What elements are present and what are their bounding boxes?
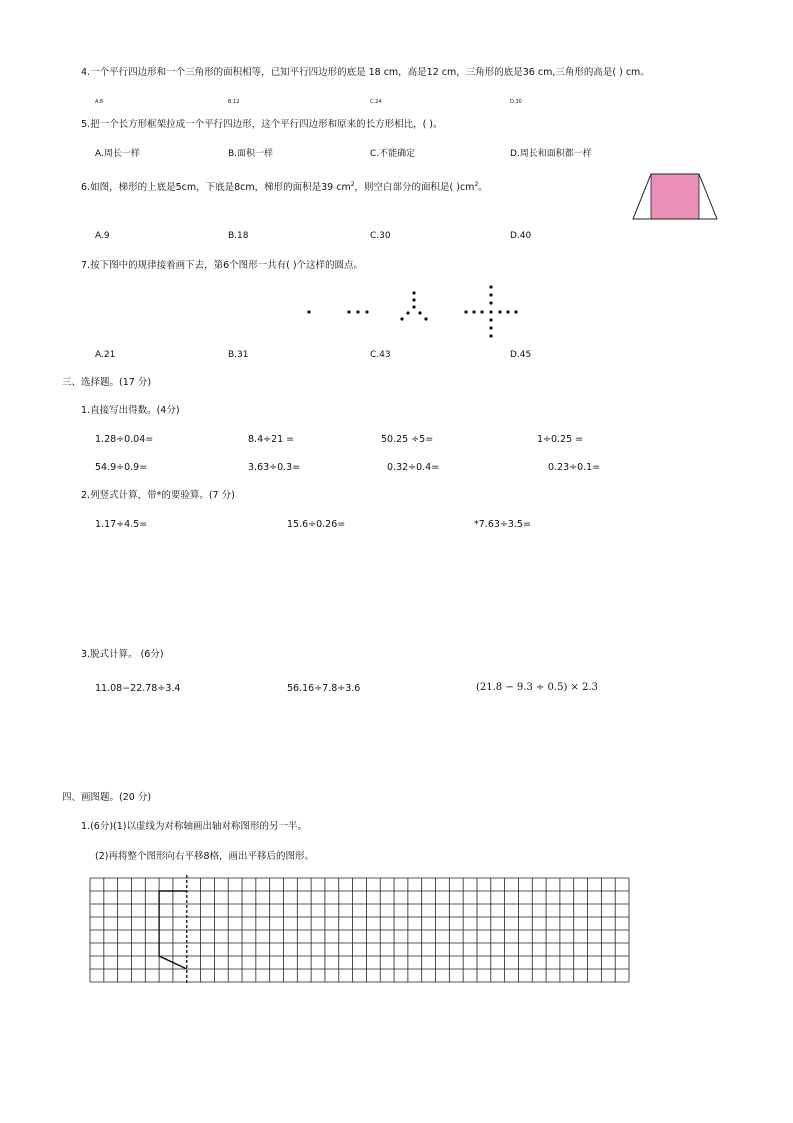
section4-title: 四、画图题。(20 分) <box>62 792 152 803</box>
calc-1-4: 1÷0.25 = <box>537 434 584 445</box>
dot-fig2 <box>356 310 359 313</box>
dot-fig3 <box>406 311 409 314</box>
q6-sup-2: 2 <box>474 180 479 188</box>
q6-sup-1: 2 <box>350 180 355 188</box>
vertical-calc-1: 1.17÷4.5= <box>95 519 148 530</box>
q6-option-c[interactable]: C.30 <box>370 231 391 241</box>
calc-1-1: 1.28÷0.04= <box>95 434 154 445</box>
dot-fig3 <box>412 305 415 308</box>
calc-2-2: 3.63÷0.3= <box>248 462 301 473</box>
q7-option-c[interactable]: C.43 <box>370 350 391 360</box>
dot-fig3 <box>400 317 403 320</box>
q5-option-d[interactable]: D.周长和面积都一样 <box>510 149 592 159</box>
dot-fig4 <box>480 310 483 313</box>
q6-stem <box>81 182 488 194</box>
step-calc-1: 11.08−22.78÷3.4 <box>95 683 181 694</box>
q6-option-b[interactable]: B.18 <box>228 231 249 241</box>
dot-fig3 <box>412 291 415 294</box>
dot-fig1 <box>307 310 310 313</box>
vertical-calc-3: *7.63÷3.5= <box>474 519 531 530</box>
dot-fig3 <box>412 298 415 301</box>
dot-fig4 <box>506 310 509 313</box>
q4-option-d[interactable]: D.30 <box>510 99 522 105</box>
q7-option-a[interactable]: A.21 <box>95 350 116 360</box>
dot-fig4 <box>489 326 492 329</box>
q4-option-a[interactable]: A.6 <box>95 99 104 105</box>
dot-fig3 <box>424 317 427 320</box>
dot-fig4 <box>489 310 492 313</box>
q4-option-c[interactable]: C.24 <box>370 99 382 105</box>
q5-option-c[interactable]: C.不能确定 <box>370 149 416 159</box>
q7-option-b[interactable]: B.31 <box>228 350 249 360</box>
dot-fig2 <box>347 310 350 313</box>
q5-stem: 5.把一个长方形框架拉成一个平行四边形，这个平行四边形和原来的长方形相比，( )。 <box>81 119 443 130</box>
section3-title: 三、选择题。(17 分) <box>62 377 152 388</box>
q4-stem: 4.一个平行四边形和一个三角形的面积相等，已知平行四边形的底是 18 cm，高是12 cm，三角形的底是36 cm,三角形的高是( ) cm。 <box>81 67 650 78</box>
dot-fig4 <box>489 293 492 296</box>
section4-q1-line1: 1.(6分)(1)以虚线为对称轴画出轴对称图形的另一半。 <box>81 821 307 832</box>
drawing-grid[interactable] <box>89 877 631 983</box>
trapezoid-figure <box>633 172 733 222</box>
section3-sub3-title: 3.脱式计算。 (6分) <box>81 649 164 660</box>
step-calc-3: (21.8 − 9.3 ÷ 0.5) × 2.3 <box>476 682 598 693</box>
dot-fig4 <box>464 310 467 313</box>
dot-pattern-figure <box>300 283 540 343</box>
step-calc-2: 56.16÷7.8÷3.6 <box>287 683 361 694</box>
section4-q1-line2: (2)再将整个图形向右平移8格，画出平移后的图形。 <box>95 851 315 862</box>
calc-2-4: 0.23÷0.1= <box>548 462 601 473</box>
calc-2-1: 54.9÷0.9= <box>95 462 148 473</box>
dot-fig4 <box>489 334 492 337</box>
q7-option-d[interactable]: D.45 <box>510 350 532 360</box>
q6-option-d[interactable]: D.40 <box>510 231 532 241</box>
dot-fig4 <box>489 301 492 304</box>
dot-fig4 <box>514 310 517 313</box>
calc-1-2: 8.4÷21 = <box>248 434 295 445</box>
section3-sub1-title: 1.直接写出得数。(4分) <box>81 405 180 416</box>
calc-1-3: 50.25 ÷5= <box>381 434 434 445</box>
dot-fig2 <box>365 310 368 313</box>
dot-fig4 <box>489 285 492 288</box>
q6-option-a[interactable]: A.9 <box>95 231 110 241</box>
q5-option-a[interactable]: A.周长一样 <box>95 149 140 159</box>
q6-stem-mid: ，则空白部分的面积是( )cm <box>354 182 475 193</box>
q7-stem: 7.按下图中的规律接着画下去，第6个图形一共有( )个这样的圆点。 <box>81 260 364 271</box>
dot-fig3 <box>418 311 421 314</box>
section3-sub2-title: 2.列竖式计算，带*的要验算。(7 分) <box>81 490 235 501</box>
q6-stem-main: 6.如图，梯形的上底是5cm，下底是8cm，梯形的面积是39 cm <box>81 182 351 193</box>
dot-fig4 <box>472 310 475 313</box>
dot-fig4 <box>498 310 501 313</box>
vertical-calc-2: 15.6÷0.26= <box>287 519 346 530</box>
shaded-rectangle <box>651 174 699 219</box>
q5-option-b[interactable]: B.面积一样 <box>228 149 274 159</box>
calc-2-3: 0.32÷0.4= <box>387 462 440 473</box>
q6-stem-end: 。 <box>478 182 488 193</box>
q4-option-b[interactable]: B.12 <box>228 99 240 105</box>
dot-fig4 <box>489 318 492 321</box>
